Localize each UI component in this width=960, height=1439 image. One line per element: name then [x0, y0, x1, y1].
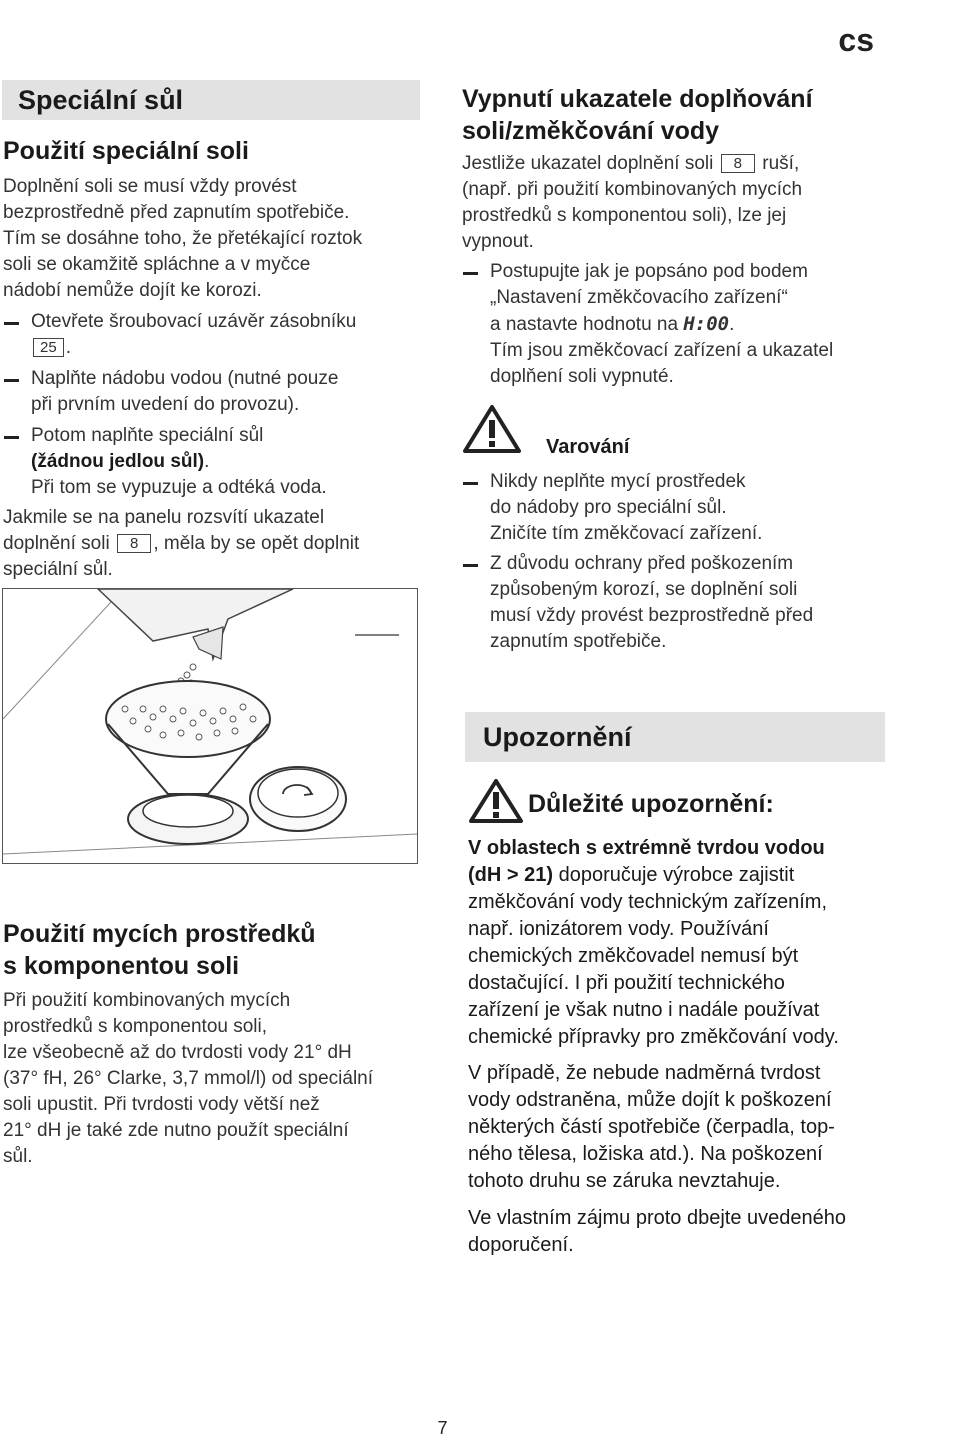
text-line: chemických změkčovadel nemusí být — [468, 945, 799, 967]
section-header-notice — [465, 712, 885, 762]
text-line: soli upustit. Při tvrdosti vody větší než — [3, 1094, 320, 1115]
text-line: Při tom se vypuzuje a odtéká voda. — [31, 477, 327, 498]
text-line: soli se okamžitě spláchne a v myčce — [3, 254, 311, 275]
step-open-cap — [3, 309, 423, 361]
salt-indicator-box: 8 — [721, 154, 755, 173]
heading-line: Vypnutí ukazatele doplňování — [462, 85, 813, 113]
text-line: do nádoby pro speciální sůl. — [490, 497, 727, 518]
step-fill-salt — [3, 423, 423, 501]
text-line — [3, 531, 423, 557]
notice-content — [468, 835, 908, 1259]
text-line: změkčování vody technickým zařízením, — [468, 891, 828, 913]
text-line: zařízení je však nutno i nadále používat — [468, 999, 820, 1021]
text-line: Tím jsou změkčovací zařízení a ukazatel — [490, 340, 834, 361]
switch-off-body — [462, 151, 902, 255]
text-line — [468, 862, 908, 889]
text-fragment: doplnění soli — [3, 533, 110, 554]
notice-paragraph-2 — [468, 1060, 908, 1195]
text-line: Otevřete šroubovací uzávěr zásobníku — [31, 311, 357, 332]
funnel-illustration — [3, 589, 417, 863]
text-line: Tím se dosáhne toho, že přetékající roztok — [3, 228, 363, 249]
text-line: ného tělesa, ložiska atd.). Na poškození — [468, 1143, 823, 1165]
combined-detergents-section — [3, 918, 433, 1170]
text-line: speciální sůl. — [3, 559, 113, 580]
text-line: Potom naplňte speciální sůl — [31, 425, 264, 446]
text-fragment: doporučuje výrobce zajistit — [553, 864, 795, 886]
language-code: cs — [838, 22, 874, 58]
important-notice-heading: Důležité upozornění: — [528, 790, 774, 818]
text-line: (např. při použití kombinovaných mycích — [462, 179, 803, 200]
text-line: (37° fH, 26° Clarke, 3,7 mmol/l) od speciální — [3, 1068, 374, 1089]
refill-indicator-paragraph — [3, 505, 423, 583]
text-line: dostačující. I při použití technického — [468, 972, 785, 994]
text-line: lze všeobecně až do tvrdosti vody 21° dH — [3, 1042, 352, 1063]
text-line: Nikdy neplňte mycí prostředek — [490, 471, 746, 492]
bold-text: (žádnou jedlou sůl) — [31, 451, 205, 472]
text-line: bezprostředně před zapnutím spotřebiče. — [3, 202, 350, 223]
heading-line: Použití mycích prostředků — [3, 920, 316, 948]
text-line: Při použití kombinovaných mycích — [3, 990, 291, 1011]
salt-indicator-box: 8 — [117, 534, 151, 553]
section-title: Speciální sůl — [18, 84, 184, 115]
page-number: 7 — [437, 1418, 448, 1438]
notice-paragraph-3 — [468, 1205, 908, 1259]
warning-item — [462, 551, 902, 655]
heading-use-special-salt: Použití speciální soli — [3, 137, 249, 165]
caution-icon — [468, 778, 524, 824]
warning-item — [462, 469, 902, 547]
step-fill-water — [3, 366, 423, 418]
text-fragment: , měla by se opět doplnit — [153, 533, 360, 554]
text-line: vody odstraněna, může dojít k poškození — [468, 1089, 832, 1111]
text-line: Doplnění soli se musí vždy provést — [3, 176, 297, 197]
text-line: Naplňte nádobu vodou (nutné pouze — [31, 368, 339, 389]
text-line: prostředků s komponentou soli), lze jej — [462, 205, 787, 226]
text-line: některých částí spotřebiče (čerpadla, top- — [468, 1116, 835, 1138]
text-line: vypnout. — [462, 231, 534, 252]
text-fragment: a nastavte hodnotu na — [490, 314, 679, 335]
text-line: sůl. — [3, 1146, 33, 1167]
text-line — [490, 311, 902, 338]
text-line: např. ionizátorem vody. Používání — [468, 918, 769, 940]
text-line: zapnutím spotřebiče. — [490, 631, 667, 652]
text-line: Z důvodu ochrany před poškozením — [490, 553, 794, 574]
warning-title: Varování — [546, 436, 630, 458]
text-line: Zničíte tím změkčovací zařízení. — [490, 523, 763, 544]
combined-body — [3, 988, 433, 1170]
display-value: H:00 — [683, 313, 730, 335]
section-header-special-salt — [2, 80, 420, 120]
section-title: Upozornění — [483, 721, 632, 752]
text-line: Ve vlastním zájmu proto dbejte uvedeného — [468, 1207, 847, 1229]
text-line — [31, 449, 423, 475]
text-fragment: Jestliže ukazatel doplnění soli — [462, 153, 714, 174]
text-line: chemické přípravky pro změkčování vody. — [468, 1026, 839, 1048]
salt-filling-illustration — [2, 588, 418, 864]
text-line: Jakmile se na panelu rozsvítí ukazatel — [3, 507, 325, 528]
text-line — [31, 335, 423, 361]
text-line: Postupujte jak je popsáno pod bodem — [490, 261, 808, 282]
text-line: při prvním uvedení do provozu). — [31, 394, 300, 415]
notice-paragraph-1 — [468, 835, 908, 1051]
reference-number-box: 25 — [33, 338, 64, 357]
punctuation: . — [65, 337, 71, 358]
punctuation: . — [729, 314, 735, 335]
heading-line: soli/změkčování vody — [462, 117, 720, 145]
warning-icon — [462, 404, 522, 454]
bold-text: (dH > 21) — [468, 864, 554, 886]
special-salt-content — [3, 135, 423, 583]
text-line: doporučení. — [468, 1234, 574, 1256]
text-line: V případě, že nebude nadměrná tvrdost — [468, 1062, 821, 1084]
text-line: „Nastavení změkčovacího zařízení“ — [490, 287, 788, 308]
text-line: V oblastech s extrémně tvrdou vodou — [468, 837, 825, 859]
text-fragment: ruší, — [762, 153, 800, 174]
intro-paragraph — [3, 174, 423, 304]
heading-line: s komponentou soli — [3, 952, 240, 980]
text-line — [462, 151, 902, 177]
warning-items — [462, 469, 902, 655]
text-line: způsobeným korozí, se doplnění soli — [490, 579, 798, 600]
text-line: nádobí nemůže dojít ke korozi. — [3, 280, 262, 301]
step-set-value — [462, 259, 902, 390]
switch-off-section — [462, 83, 902, 390]
punctuation: . — [204, 451, 210, 472]
text-line: musí vždy provést bezprostředně před — [490, 605, 814, 626]
text-line: 21° dH je také zde nutno použít speciální — [3, 1120, 349, 1141]
text-line: doplňení soli vypnuté. — [490, 366, 674, 387]
text-line: tohoto druhu se záruka nevztahuje. — [468, 1170, 781, 1192]
text-line: prostředků s komponentou soli, — [3, 1016, 268, 1037]
